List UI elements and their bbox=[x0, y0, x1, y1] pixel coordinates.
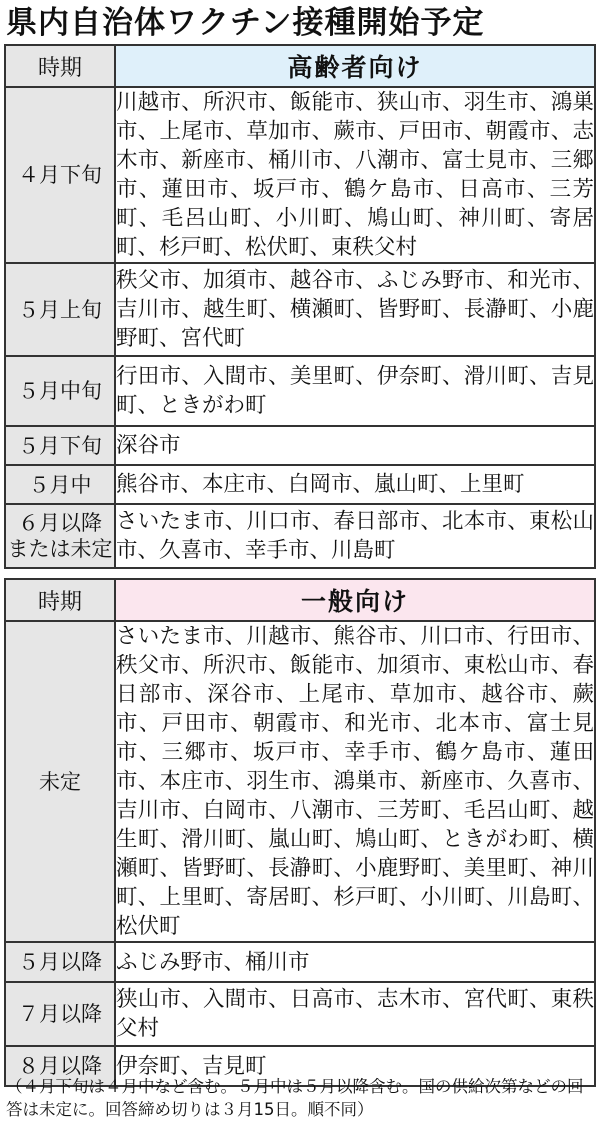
table-header-row bbox=[5, 45, 595, 87]
page-title: 県内自治体ワクチン接種開始予定 bbox=[6, 5, 485, 41]
period-cell: ５月上旬 bbox=[5, 263, 115, 356]
table-row bbox=[5, 504, 595, 568]
municipalities-cell: さいたま市、川口市、春日部市、北本市、東松山市、久喜市、幸手市、川島町 bbox=[115, 504, 595, 568]
period-cell: ４月下旬 bbox=[5, 87, 115, 263]
period-cell: ５月下旬 bbox=[5, 426, 115, 465]
municipalities-cell: 熊谷市、本庄市、白岡市、嵐山町、上里町 bbox=[115, 465, 595, 504]
municipalities-cell: さいたま市、川越市、熊谷市、川口市、行田市、秩父市、所沢市、飯能市、加須市、東松山市、春日部市、深谷市、上尾市、草加市、越谷市、蕨市、戸田市、朝霞市、和光市、北本市、富士見市、三郷市、坂戸市、幸手市、鶴ケ島市、蓮田市、本庄市、羽生市、鴻巣市、新座市、久喜市、吉川市、白岡市、八潮市、三芳町、毛呂山町、越生町、滑川町、嵐山町、鳩山町、ときがわ町、横瀬町、皆野町、長瀞町、小鹿野町、美里町、神川町、上里町、寄居町、杉戸町、小川町、川島町、松伏町 bbox=[115, 621, 595, 942]
table-row bbox=[5, 942, 595, 982]
period-cell: ７月以降 bbox=[5, 982, 115, 1046]
footnote: （４月下旬は４月中など含む。５月中は５月以降含む。国の供給次第などの回答は未定に。回答締め切りは３月15日。順不同） bbox=[6, 1077, 584, 1119]
municipalities-cell: 狭山市、入間市、日高市、志木市、宮代町、東秩父村 bbox=[115, 982, 595, 1046]
table-row bbox=[5, 356, 595, 426]
table-row bbox=[5, 426, 595, 465]
table-row bbox=[5, 465, 595, 504]
period-column-header: 時期 bbox=[5, 45, 115, 87]
period-cell: ５月中旬 bbox=[5, 356, 115, 426]
table-row bbox=[5, 263, 595, 356]
general-group-header: 一般向け bbox=[115, 579, 595, 621]
period-cell: ５月中 bbox=[5, 465, 115, 504]
table-header-row bbox=[5, 579, 595, 621]
table-row bbox=[5, 621, 595, 942]
table-row bbox=[5, 982, 595, 1046]
period-cell: 未定 bbox=[5, 621, 115, 942]
municipalities-cell: 秩父市、加須市、越谷市、ふじみ野市、和光市、吉川市、越生町、横瀬町、皆野町、長瀞町、小鹿野町、宮代町 bbox=[115, 263, 595, 356]
general-schedule-table bbox=[4, 578, 596, 1087]
municipalities-cell: 行田市、入間市、美里町、伊奈町、滑川町、吉見町、ときがわ町 bbox=[115, 356, 595, 426]
municipalities-cell: ふじみ野市、桶川市 bbox=[115, 942, 595, 982]
period-cell: ６月以降 または未定 bbox=[5, 504, 115, 568]
municipalities-cell: 川越市、所沢市、飯能市、狭山市、羽生市、鴻巣市、上尾市、草加市、蕨市、戸田市、朝霞市、志木市、新座市、桶川市、八潮市、富士見市、三郷市、蓮田市、坂戸市、鶴ケ島市、日高市、三芳町、毛呂山町、小川町、鳩山町、神川町、寄居町、杉戸町、松伏町、東秩父村 bbox=[115, 87, 595, 263]
elderly-group-header: 高齢者向け bbox=[115, 45, 595, 87]
period-cell: ８月以降 bbox=[5, 1046, 115, 1086]
table-row bbox=[5, 87, 595, 263]
period-cell: ５月以降 bbox=[5, 942, 115, 982]
municipalities-cell: 伊奈町、吉見町 bbox=[115, 1046, 595, 1086]
municipalities-cell: 深谷市 bbox=[115, 426, 595, 465]
period-column-header: 時期 bbox=[5, 579, 115, 621]
elderly-schedule-table bbox=[4, 44, 596, 569]
